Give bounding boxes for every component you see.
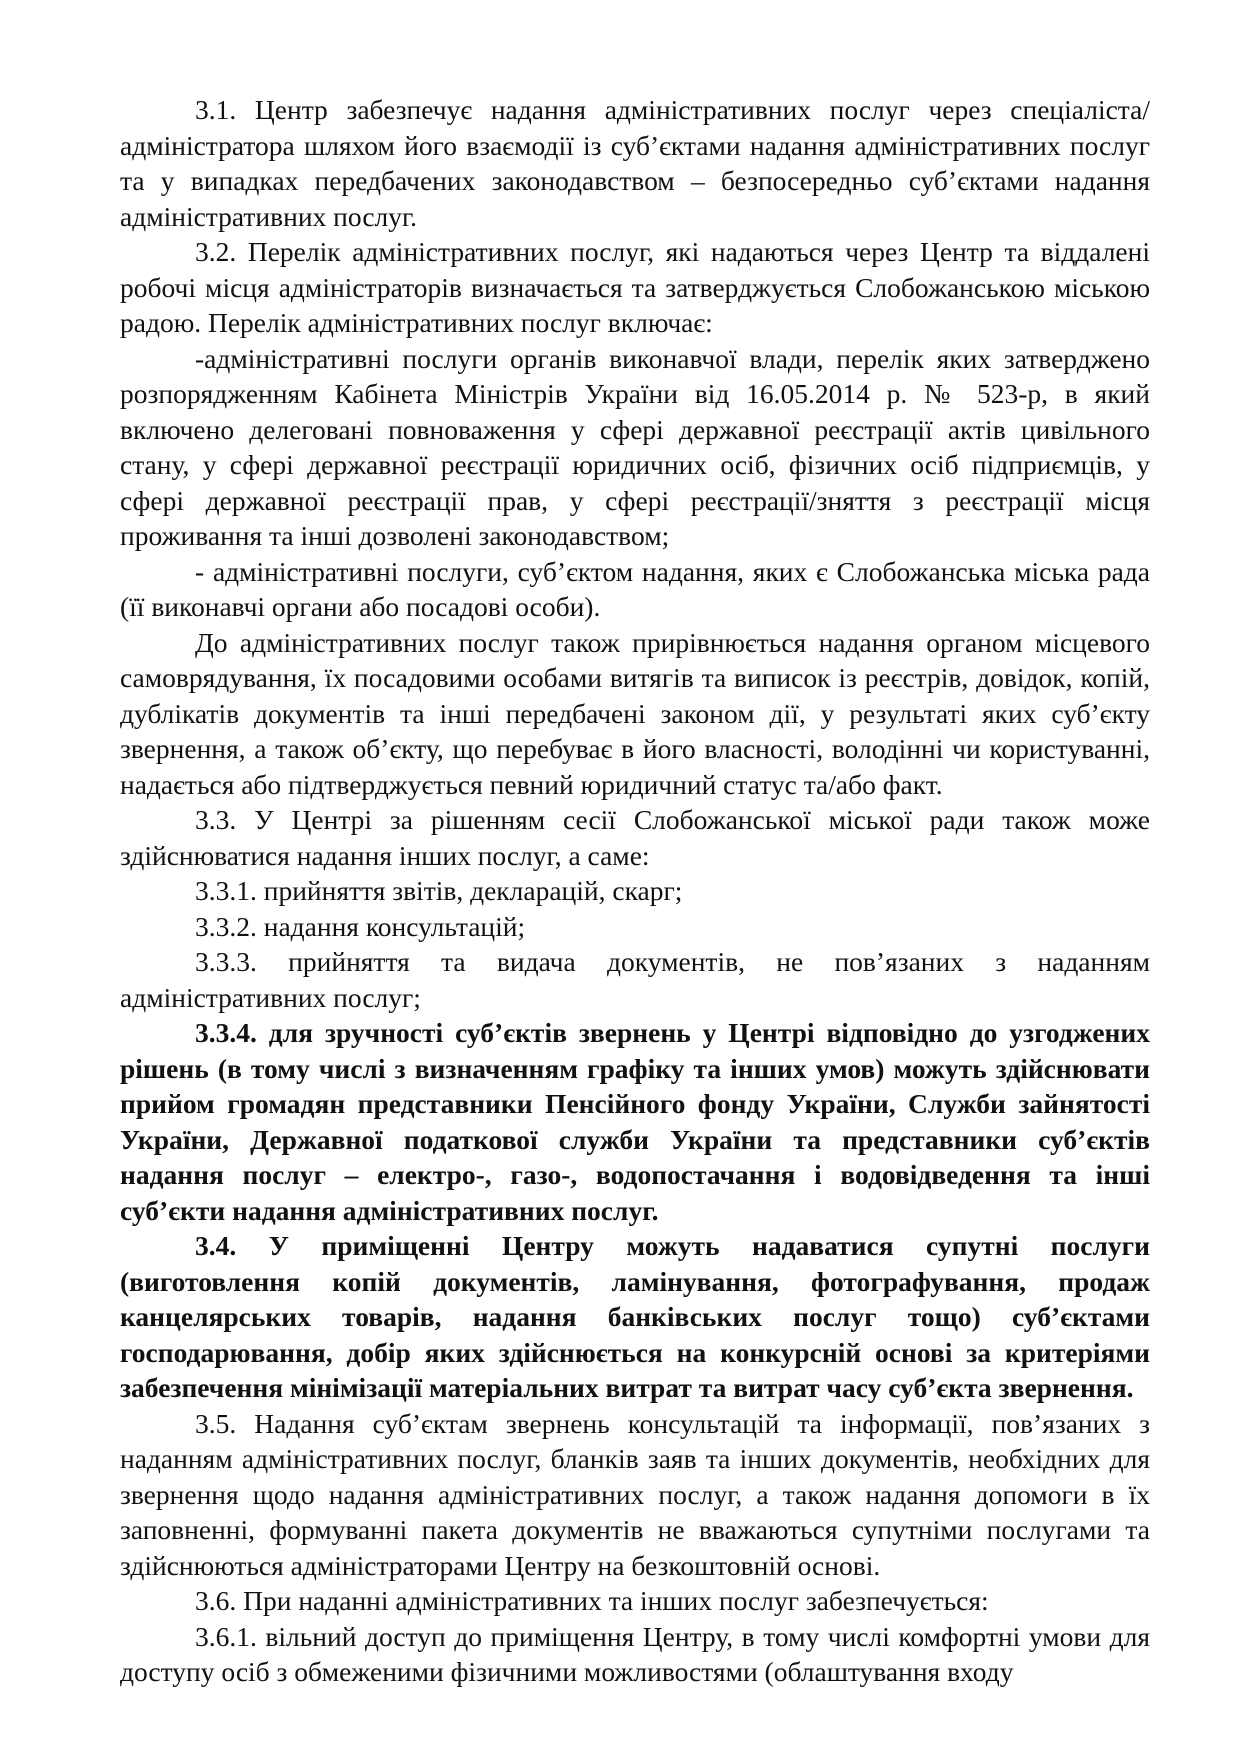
paragraph-3-3-1: 3.3.1. прийняття звітів, декларацій, скарг;: [195, 875, 683, 906]
paragraph-3-6-1: 3.6.1. вільний доступ до приміщення Центру, в тому числі комфортні умови для доступу осіб з обмеженими фізичними можливостями (облаштування входу: [120, 1620, 1150, 1687]
paragraph-3-3-2: 3.3.2. надання консультацій;: [195, 910, 526, 942]
paragraph-3-5: 3.5. Надання суб’єктам звернень консультацій та інформації, пов’язаних з наданням адміністративних послуг, бланків заяв та інших документів, необхідних для звернення щодо надання адміністративних послуг, а також надання допомоги в їх заповненні, формуванні пакета документів не вважаються супутніми послугами та здійснюються адміністраторами Центру на безкоштовній основі.: [120, 1407, 1150, 1581]
paragraph-3-3: 3.3. У Центрі за рішенням сесії Слобожанської міської ради також може здійснюватися надання інших послуг, а саме:: [120, 804, 1150, 871]
paragraph-3-6: 3.6. При наданні адміністративних та інших послуг забезпечується:: [195, 1585, 989, 1616]
paragraph-3-2-city-council-services: - адміністративні послуги, суб’єктом надання, яких є Слобожанська міська рада (її виконавчі органи або посадові особи).: [120, 555, 1150, 622]
paragraph-3-2-equivalent-services: До адміністративних послуг також прирівнюється надання органом місцевого самоврядування, їх посадовими особами витягів та виписок із реєстрів, довідок, копій, дублікатів документів та інші передбачені законом дії, у результаті яких суб’єкту звернення, а також об’єкту, що перебуває в його власності, володінні чи користуванні, надається або підтверджується певний юридичний статус та/або факт.: [120, 626, 1150, 800]
paragraph-3-4: 3.4. У приміщенні Центру можуть надаватися супутні послуги (виготовлення копій документів, ламінування, фотографування, продаж канцелярських товарів, надання банківських послуг тощо) суб’єктами господарювання, добір яких здійснюється на конкурсній основі за критеріями забезпечення мінімізації матеріальних витрат та витрат часу суб’єкта звернення.: [120, 1230, 1150, 1403]
paragraph-3-3-3: 3.3.3. прийняття та видача документів, не пов’язаних з наданням адміністративних послуг;: [120, 946, 1150, 1013]
paragraph-3-2-executive-services: -адміністративні послуги органів виконавчої влади, перелік яких затверджено розпорядженням Кабінета Міністрів України від 16.05.2014 р. № 523-р, в який включено делеговані повноваження у сфері державної реєстрації актів цивільного стану, у сфері державної реєстрації юридичних осіб, фізичних осіб підприємців, у сфері державної реєстрації прав, у сфері реєстрації/зняття з реєстрації місця проживання та інші дозволені законодавством;: [120, 342, 1150, 551]
document-page: [120, 92, 1150, 1690]
paragraph-3-2: 3.2. Перелік адміністративних послуг, які надаються через Центр та віддалені робочі місця адміністраторів визначається та затверджується Слобожанською міською радою. Перелік адміністративних послуг включає:: [120, 236, 1150, 338]
paragraph-3-1: 3.1. Центр забезпечує надання адміністративних послуг через спеціаліста/адміністратора шляхом його взаємодії із суб’єктами надання адміністративних послуг та у випадках передбачених законодавством – безпосередньо суб’єктами надання адміністративних послуг.: [120, 94, 1150, 232]
paragraph-3-3-4: 3.3.4. для зручності суб’єктів звернень у Центрі відповідно до узгоджених рішень (в тому числі з визначенням графіку та інших умов) можуть здійснювати прийом громадян представники Пенсійного фонду України, Служби зайнятості України, Державної податкової служби України та представники суб’єктів надання послуг – електро-, газо-, водопостачання і водовідведення та інші суб’єкти надання адміністративних послуг.: [120, 1017, 1150, 1226]
